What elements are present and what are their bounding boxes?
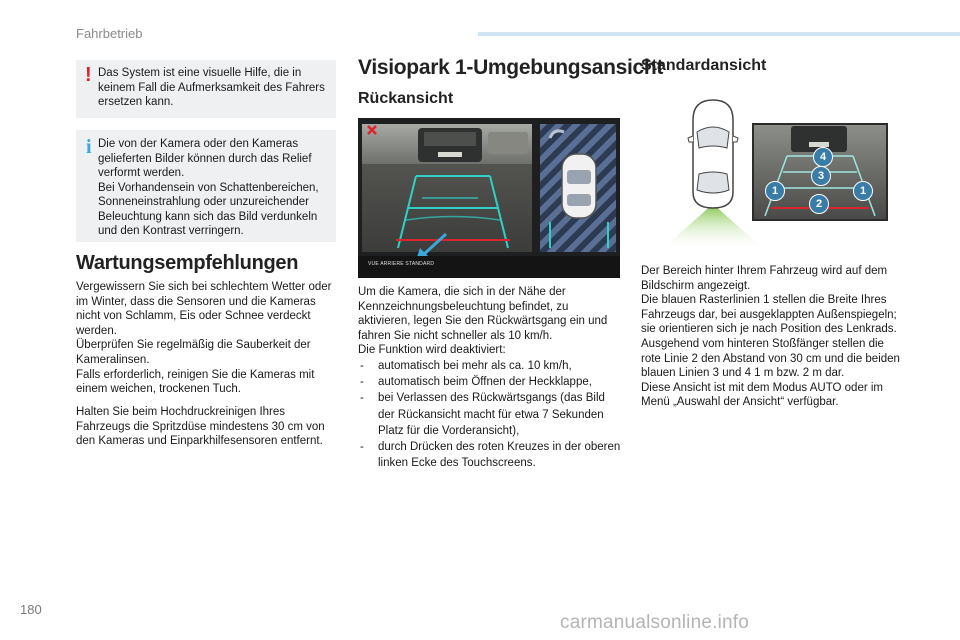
marker-1-right: 1 (853, 181, 873, 201)
list-item: - automatisch beim Öffnen der Heckklappe, (358, 374, 623, 390)
warning-exclamation-icon: ! (85, 64, 92, 86)
list-item: - bei Verlassen des Rückwärtsgangs (das Bild der Rückansicht macht für etwa 7 Sekunden Platz für die Vorderansicht), (358, 390, 623, 439)
rear-camera-illustration (358, 118, 620, 278)
watermark-text: carmanualsonline.info (560, 612, 750, 633)
marker-1-left: 1 (765, 181, 785, 201)
maintenance-paragraph-2: Halten Sie beim Hochdruckreinigen Ihres Fahrzeugs die Spritzdüse mindestens 30 cm von den Kameras und Einparkhilfesensoren entfernt. (76, 406, 325, 448)
list-item: - automatisch bei mehr als ca. 10 km/h, (358, 358, 623, 374)
section-header: Fahrbetrieb (76, 26, 143, 41)
warning-note-text: Das System ist eine visuelle Hilfe, die in keinem Fall die Aufmerksamkeit des Fahrers ersetzen kann. (98, 67, 325, 108)
info-note (76, 130, 336, 242)
info-note-text: Die von der Kamera oder den Kameras gelieferten Bilder können durch das Relief verformt werden. Bei Vorhandensein von Schattenbereichen, Sonneneinstrahlung oder unzureichender Beleuchtung kann sich das Bild verdunkeln und den Kontrast verringern. (98, 138, 319, 237)
screen-view-label: VUE ARRIERE STANDARD (368, 261, 435, 267)
standard-view-paragraph: Der Bereich hinter Ihrem Fahrzeug wird auf dem Bildschirm angezeigt. Die blauen Rasterlinien 1 stellen die Breite Ihres Fahrzeugs dar, bei ausgeklappten Außenspiegeln; sie orientieren sich je nach Position des Lenkrads. Ausgehend vom hinteren Stoßfänger stellen die rote Linie 2 den Abstand von 30 cm und die beiden blauen Linien 3 und 4 1 m bzw. 2 m dar. Diese Ansicht ist mit dem Modus AUTO oder im Menü „Auswahl der Ansicht“ verfügbar. (641, 265, 900, 409)
marker-3: 3 (811, 166, 831, 186)
marker-4: 4 (813, 147, 833, 167)
visiopark-title: Visiopark 1-Umgebungsansicht (358, 56, 664, 79)
rear-view-subtitle: Rückansicht (358, 90, 454, 107)
maintenance-paragraph-1: Vergewissern Sie sich bei schlechtem Wetter oder im Winter, dass die Sensoren und die Kameras nicht von Schlamm, Eis oder Schnee verdeckt werden. Überprüfen Sie regelmäßig die Sauberkeit der Kameralinsen. Falls erforderlich, reinigen Sie die Kameras mit einem weichen, trockenen Tuch. (76, 281, 332, 396)
warning-note (76, 60, 336, 118)
info-i-icon: i (86, 136, 92, 158)
marker-2: 2 (809, 194, 829, 214)
rear-camera-screen (358, 118, 620, 278)
page-number: 180 (20, 602, 42, 617)
header-accent-bar (478, 32, 960, 36)
list-item: - durch Drücken des roten Kreuzes in der oberen linken Ecke des Touchscreens. (358, 439, 623, 471)
rear-view-intro: Um die Kamera, die sich in der Nähe der Kennzeichnungsbeleuchtung befindet, zu aktivieren, legen Sie den Rückwärtsgang ein und fahren Sie nicht schneller als 10 km/h. Die Funktion wird deaktiviert: (358, 286, 608, 357)
standard-view-title: Standardansicht (641, 57, 767, 74)
deactivation-list (358, 358, 623, 471)
maintenance-title: Wartungsempfehlungen (76, 252, 299, 274)
standard-view-illustration (641, 92, 895, 252)
